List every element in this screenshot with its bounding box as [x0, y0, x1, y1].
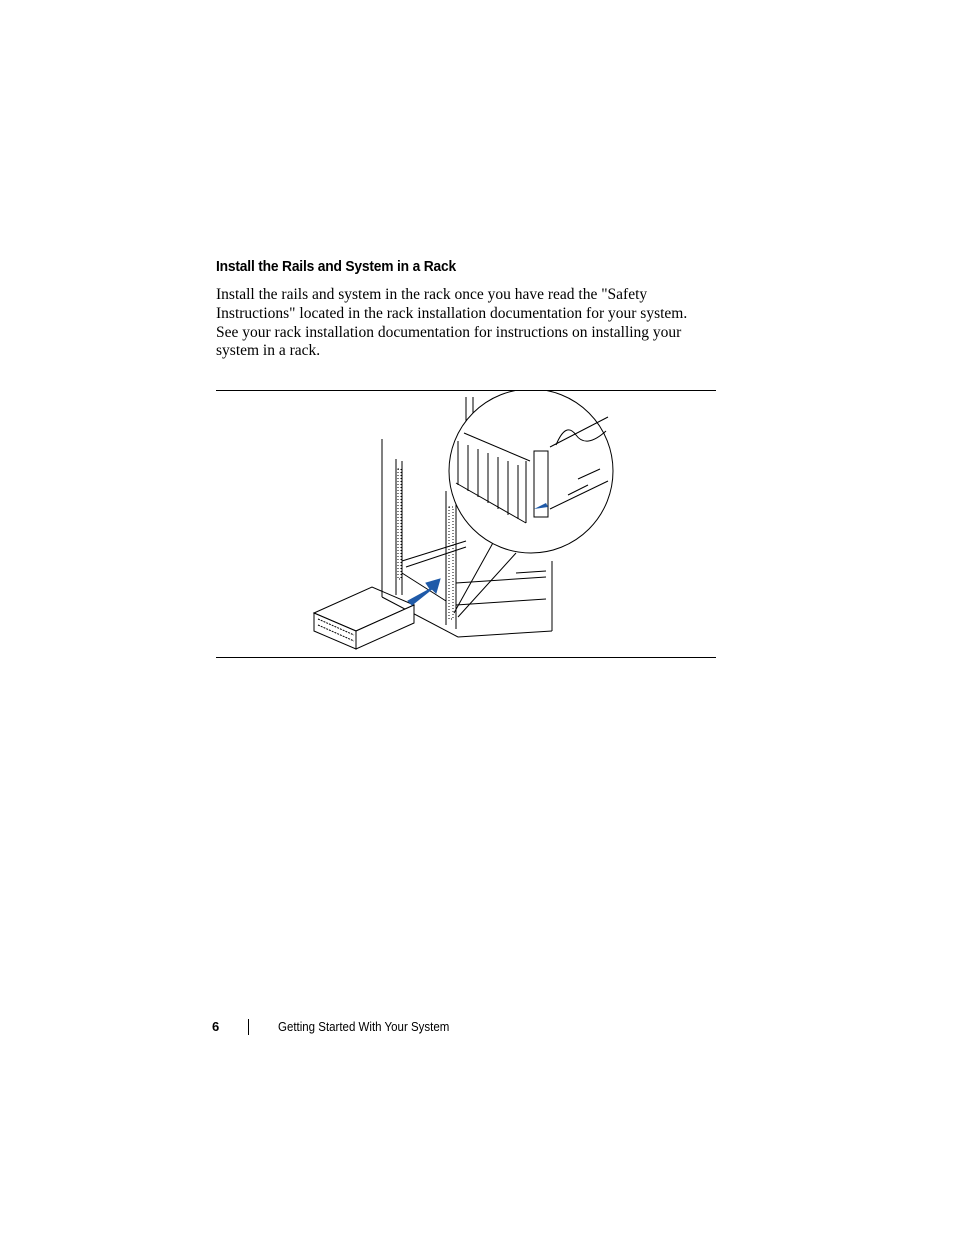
- insert-arrow-icon: [408, 579, 440, 605]
- body-line: Install the rails and system in the rack once you have read the "Safety: [216, 286, 648, 303]
- rack-illustration: [216, 391, 716, 657]
- page-number: 6: [212, 1019, 220, 1034]
- body-line: Instructions" located in the rack installation documentation for your system.: [216, 304, 688, 322]
- footer-document-title: Getting Started With Your System: [278, 1020, 450, 1034]
- section-body: [216, 286, 716, 361]
- body-line: See your rack installation documentation for instructions on installing your: [216, 323, 682, 341]
- section-heading: Install the Rails and System in a Rack: [216, 258, 456, 275]
- footer-separator: [248, 1019, 249, 1035]
- figure-bottom-rule: [216, 657, 716, 658]
- server-unit: [314, 587, 414, 649]
- body-line: system in a rack.: [216, 342, 321, 360]
- rack-installation-figure: [216, 391, 716, 657]
